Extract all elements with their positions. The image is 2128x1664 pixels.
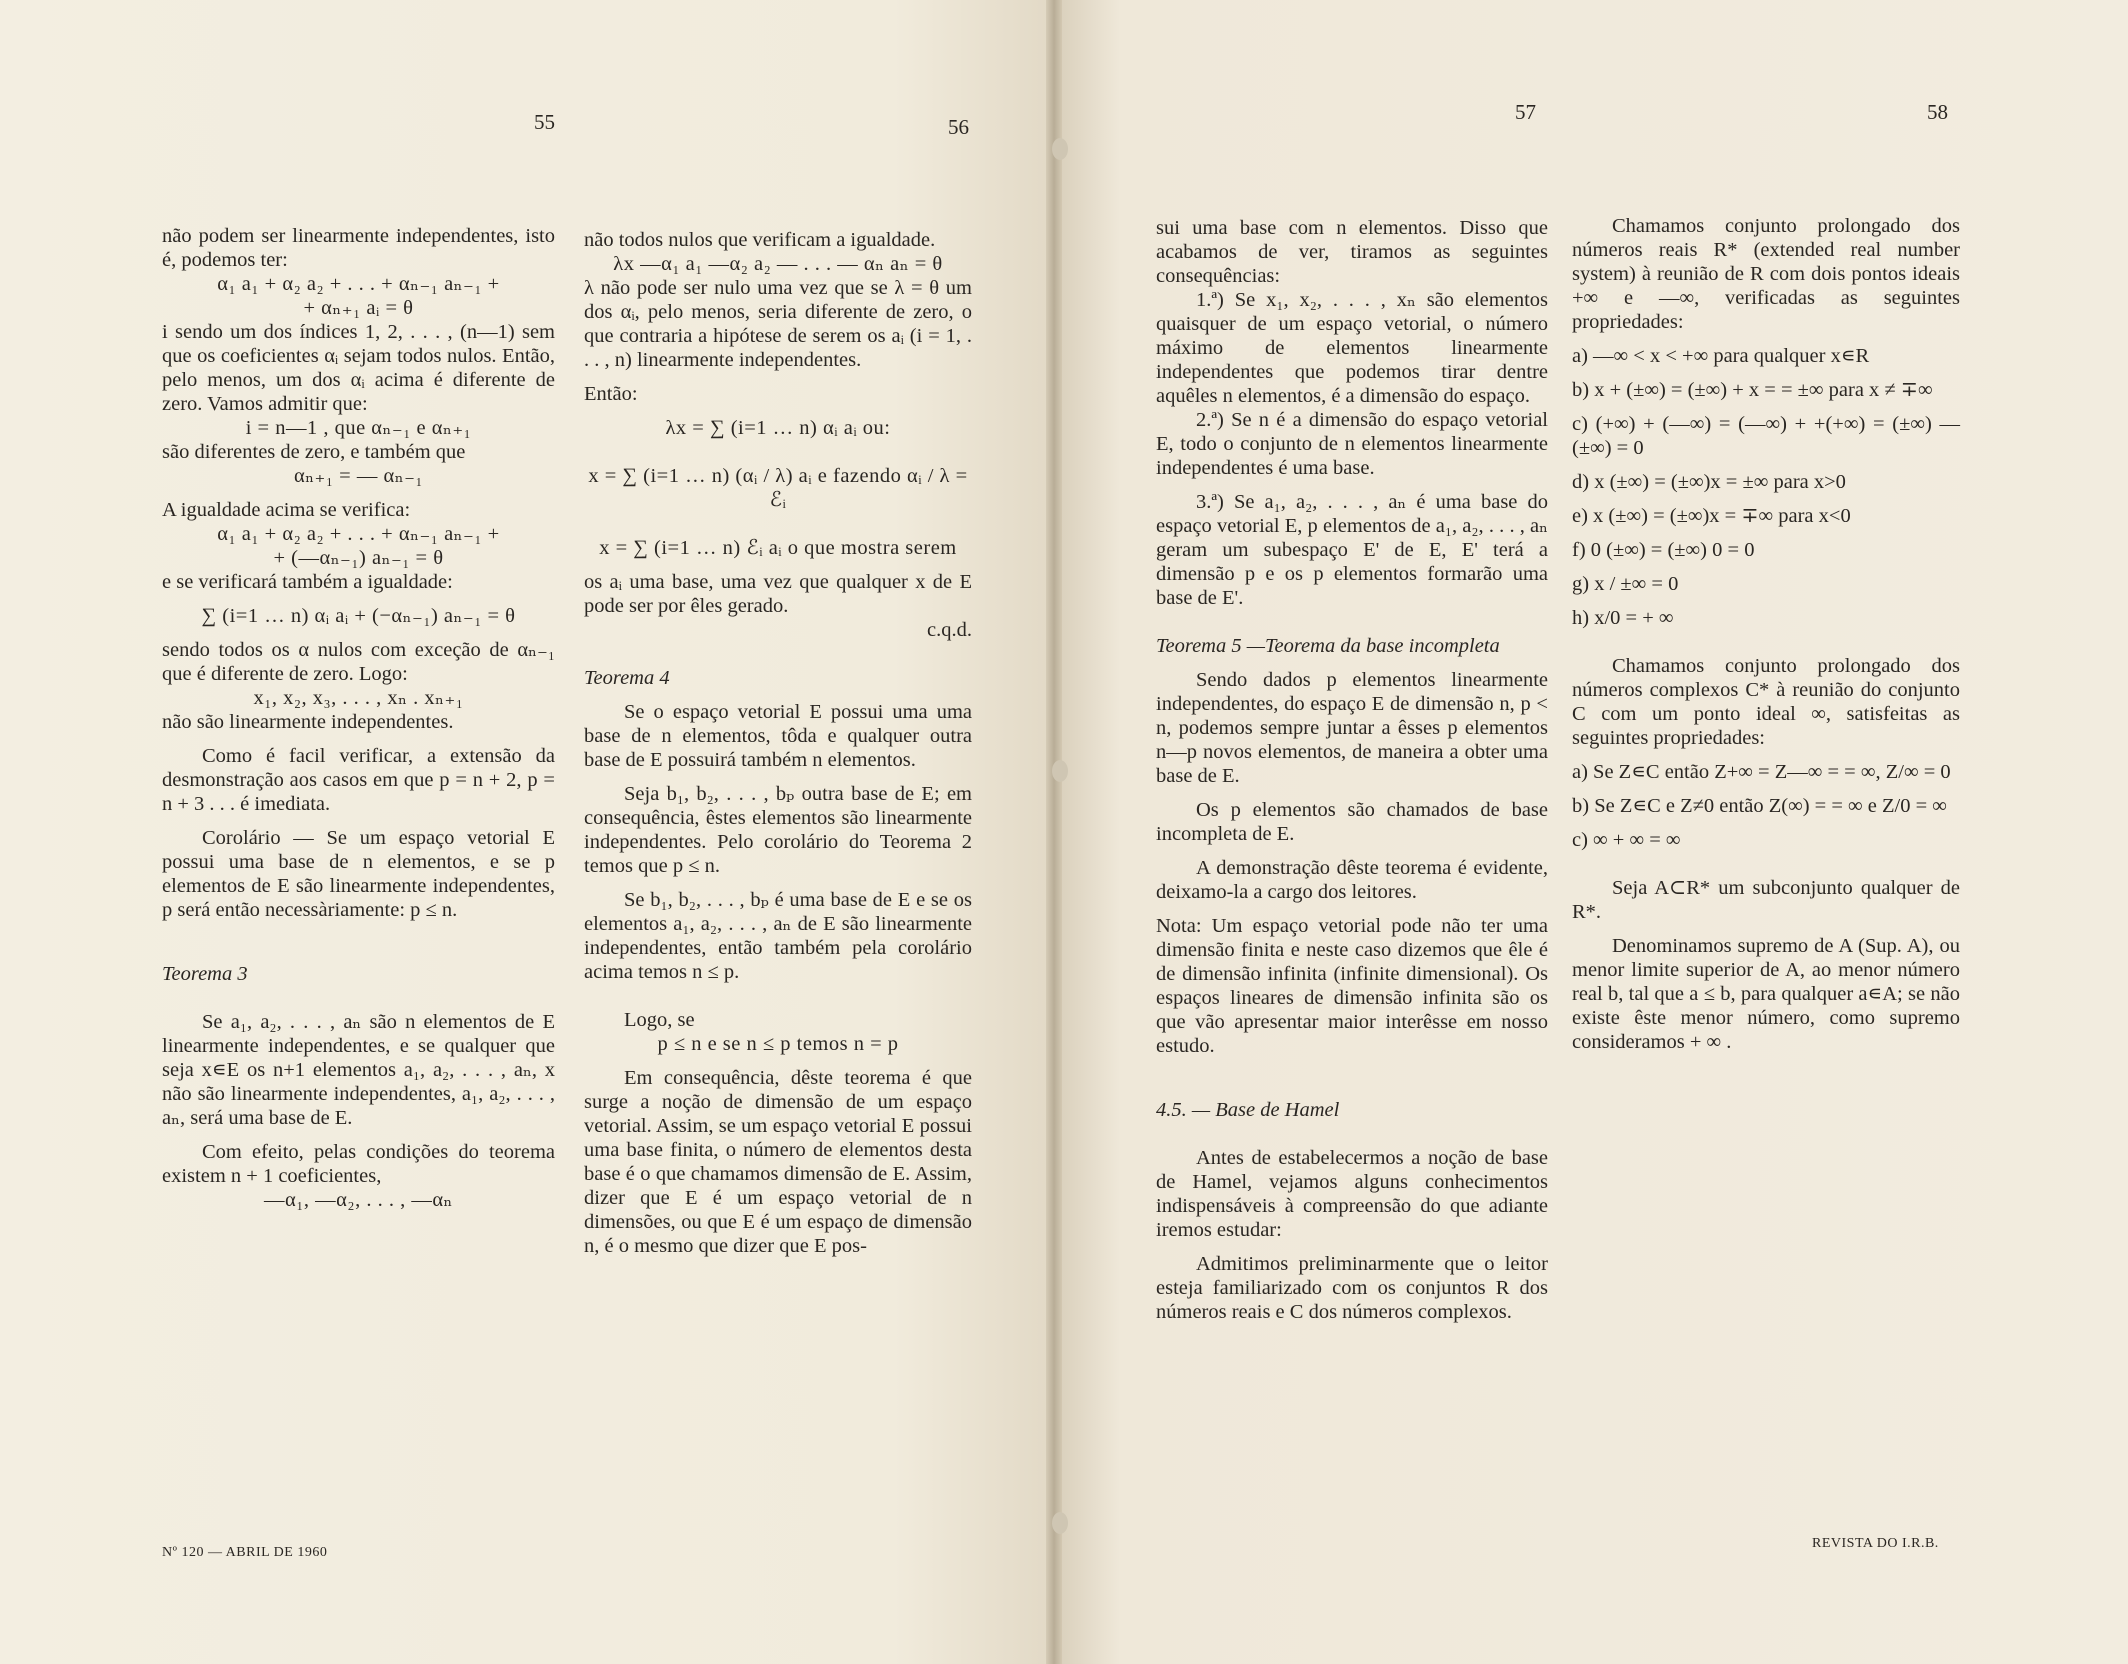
text-paragraph: não podem ser linearmente independentes, isto é, podemos ter: [162,225,555,271]
equation-line: ∑ (i=1 … n) αᵢ aᵢ + (−αₙ₋₁) aₙ₋₁ = θ [201,605,516,627]
spacer [162,1130,555,1140]
binding-hole [1052,1512,1068,1534]
spacer [1572,852,1960,876]
text-paragraph: Então: [584,383,638,405]
equation-line: i = n—1 , que αₙ₋₁ e αₙ₊₁ [245,417,472,439]
equation-line: α₁ a₁ + α₂ a₂ + . . . + αₙ₋₁ aₙ₋₁ + [217,273,500,295]
section-heading: Teorema 4 [584,667,670,689]
spacer [584,512,972,536]
spacer [1156,1242,1548,1252]
text-paragraph: a) —∞ < x < +∞ para qualquer x∊R [1572,345,1870,367]
spacer [584,372,972,382]
equation-line: λx = ∑ (i=1 … n) αᵢ aᵢ ou: [665,417,891,439]
text-paragraph: Com efeito, pelas condições do teorema existem n + 1 coeficientes, [162,1141,555,1187]
spacer [1572,630,1960,654]
text-paragraph: c.q.d. [927,619,972,641]
spacer [162,628,555,638]
binding-hole [1052,138,1068,160]
spacer [1572,818,1960,828]
spacer [1156,480,1548,490]
binding-hole [1052,760,1068,782]
spacer [1572,750,1960,760]
text-paragraph: Se o espaço vetorial E possui uma uma base de n elementos, tôda e qualquer outra base de E possuirá também n elementos. [584,701,972,771]
spacer [584,406,972,416]
text-paragraph: i sendo um dos índices 1, 2, . . . , (n—1) sem que os coeficientes αᵢ sejam todos nulos. Então, pelo menos, um dos αᵢ acima é diferente de zero. Vamos admitir que: [162,321,555,415]
spacer [584,772,972,782]
section-heading: Teorema 3 [162,963,248,985]
spacer [1572,596,1960,606]
text-paragraph: Seja A⊂R* um subconjunto qualquer de R*. [1572,877,1960,923]
spacer [1156,1122,1548,1146]
footer-issue: Nº 120 — ABRIL DE 1960 [162,1545,328,1560]
equation-line: α₁ a₁ + α₂ a₂ + . . . + αₙ₋₁ aₙ₋₁ + [217,523,500,545]
equation-line: + αₙ₊₁ aᵢ = θ [303,297,414,319]
spacer [1572,494,1960,504]
text-paragraph: Corolário — Se um espaço vetorial E possui uma base de n elementos, e se p elementos de E são linearmente independentes, p será então necessàriamente: p ≤ n. [162,827,555,921]
spacer [584,1056,972,1066]
text-paragraph: não são linearmente independentes. [162,711,454,733]
text-paragraph: g) x / ±∞ = 0 [1572,573,1679,595]
text-paragraph: 1.ª) Se x₁, x₂, . . . , xₙ são elementos quaisquer de um espaço vetorial, o número máximo de elementos linearmente independentes que podemos tirar dentre aquêles n elementos, é a dimensão do espaço. [1156,289,1548,407]
spacer [1156,788,1548,798]
text-paragraph: f) 0 (±∞) = (±∞) 0 = 0 [1572,539,1755,561]
text-paragraph: h) x/0 = + ∞ [1572,607,1674,629]
page-number-55: 55 [534,110,555,134]
spacer [162,488,555,498]
spacer [1156,1058,1548,1098]
spacer [1156,610,1548,634]
spacer [1156,658,1548,668]
column-page-58 [1572,214,1960,1054]
spacer [1572,334,1960,344]
text-paragraph: b) x + (±∞) = (±∞) + x = = ±∞ para x ≠ ∓∞ [1572,379,1933,401]
section-heading: 4.5. — Base de Hamel [1156,1099,1340,1121]
spacer [1572,528,1960,538]
text-paragraph: não todos nulos que verificam a igualdade. [584,229,936,251]
equation-line: λx —α₁ a₁ —α₂ a₂ — . . . — αₙ aₙ = θ [613,253,943,275]
text-paragraph: e se verificará também a igualdade: [162,571,453,593]
text-paragraph: Como é facil verificar, a extensão da desmonstração aos casos em que p = n + 2, p = n + 3 . . . é imediata. [162,745,555,815]
text-paragraph: d) x (±∞) = (±∞)x = ±∞ para x>0 [1572,471,1846,493]
spacer [584,642,972,666]
spacer [1572,402,1960,412]
spacer [584,560,972,570]
spacer [1572,784,1960,794]
text-paragraph: são diferentes de zero, e também que [162,441,466,463]
text-paragraph: Nota: Um espaço vetorial pode não ter uma dimensão finita e neste caso dizemos que êle é de dimensão infinita (infinite dimensional). Os espaços lineares de dimensão infinita são os que vão apresentar maior interêsse em nosso estudo. [1156,915,1548,1057]
text-paragraph: A demonstração dêste teorema é evidente, deixamo-la a cargo dos leitores. [1156,857,1548,903]
text-paragraph: Chamamos conjunto prolongado dos números complexos C* à reunião do conjunto C com um ponto ideal ∞, satisfeitas as seguintes propriedades: [1572,655,1960,749]
spacer [584,878,972,888]
spacer [162,594,555,604]
page-number-58: 58 [1927,100,1948,124]
text-paragraph: Denominamos supremo de A (Sup. A), ou menor limite superior de A, ao menor número real b, tal que a ≤ b, para qualquer a∊A; se não existe êste menor número, como supremo consideramos + ∞ . [1572,935,1960,1053]
text-paragraph: e) x (±∞) = (±∞)x = ∓∞ para x<0 [1572,505,1851,527]
equation-line: p ≤ n e se n ≤ p temos n = p [657,1033,899,1055]
text-paragraph: os aᵢ uma base, uma vez que qualquer x de E pode ser por êles gerado. [584,571,972,617]
text-paragraph: Chamamos conjunto prolongado dos números reais R* (extended real number system) à reunião de R com dois pontos ideais +∞ e —∞, verificadas as seguintes propriedades: [1572,215,1960,333]
page-number-57: 57 [1515,100,1536,124]
spacer [1572,460,1960,470]
text-paragraph: Seja b₁, b₂, . . . , bₚ outra base de E; em consequência, êstes elementos são linearmente independentes. Pelo corolário do Teorema 2 temos que p ≤ n. [584,783,972,877]
text-paragraph: Antes de estabelecermos a noção de base de Hamel, vejamos alguns conhecimentos indispensáveis à compreensão do que adiante iremos estudar: [1156,1147,1548,1241]
column-page-55 [162,224,555,1212]
equation-line: —α₁, —α₂, . . . , —αₙ [264,1189,453,1211]
text-paragraph: 2.ª) Se n é a dimensão do espaço vetorial E, todo o conjunto de n elementos linearmente independentes é uma base. [1156,409,1548,479]
spacer [1572,562,1960,572]
footer-journal: REVISTA DO I.R.B. [1812,1536,1939,1551]
page-number-56: 56 [948,115,969,139]
text-paragraph: Admitimos preliminarmente que o leitor esteja familiarizado com os conjuntos R dos números reais e C dos números complexos. [1156,1253,1548,1323]
text-paragraph: sendo todos os α nulos com exceção de αₙ₋₁ que é diferente de zero. Logo: [162,639,555,685]
text-paragraph: Se b₁, b₂, . . . , bₚ é uma base de E e se os elementos a₁, a₂, . . . , aₙ de E são linearmente independentes, então também pela corolário acima temos n ≤ p. [584,889,972,983]
text-paragraph: λ não pode ser nulo uma vez que se λ = θ um dos αᵢ, pelo menos, seria diferente de zero, o que contraria a hipótese de serem os aᵢ (i = 1, . . . , n) linearmente independentes. [584,277,972,371]
spacer [584,690,972,700]
text-paragraph: a) Se Z∊C então Z+∞ = Z—∞ = = ∞, Z/∞ = 0 [1572,761,1951,783]
spacer [1572,924,1960,934]
text-paragraph: Os p elementos são chamados de base incompleta de E. [1156,799,1548,845]
column-page-56 [584,228,972,1258]
spacer [584,440,972,464]
spacer [584,984,972,1008]
equation-line: + (—αₙ₋₁) aₙ₋₁ = θ [273,547,444,569]
spacer [1572,368,1960,378]
text-paragraph: Se a₁, a₂, . . . , aₙ são n elementos de E linearmente independentes, e se qualquer que seja x∊E os n+1 elementos a₁, a₂, . . . , aₙ, x não são linearmente independentes, a₁, a₂, . . . , aₙ, será uma base de E. [162,1011,555,1129]
equation-line: x = ∑ (i=1 … n) ℰᵢ aᵢ o que mostra serem [599,537,957,559]
text-paragraph: c) ∞ + ∞ = ∞ [1572,829,1681,851]
spacer [1156,846,1548,856]
text-paragraph: Sendo dados p elementos linearmente independentes, do espaço E de dimensão n, p < n, podemos sempre juntar a êsses p elementos n—p novos elementos, de maneira a obter uma base de E. [1156,669,1548,787]
spacer [162,816,555,826]
equation-line: αₙ₊₁ = — αₙ₋₁ [293,465,424,487]
text-paragraph: Em consequência, dêste teorema é que surge a noção de dimensão de um espaço vetorial. Assim, se um espaço vetorial E possui uma base finita, o número de elementos desta base é o que chamamos dimensão de E. Assim, dizer que E é um espaço vetorial de n dimensões, ou que E é um espaço de dimensão n, é o mesmo que dizer que E pos- [584,1067,972,1257]
spacer [162,734,555,744]
text-paragraph: sui uma base com n elementos. Disso que acabamos de ver, tiramos as seguintes consequências: [1156,217,1548,287]
text-paragraph: A igualdade acima se verifica: [162,499,411,521]
spacer [1156,904,1548,914]
text-paragraph: b) Se Z∊C e Z≠0 então Z(∞) = = ∞ e Z/0 = ∞ [1572,795,1947,817]
spacer [162,986,555,1010]
equation-line: x₁, x₂, x₃, . . . , xₙ . xₙ₊₁ [253,687,464,709]
text-paragraph: Logo, se [624,1009,695,1031]
book-gutter [1046,0,1062,1664]
text-paragraph: c) (+∞) + (—∞) = (—∞) + +(+∞) = (±∞) — (±∞) = 0 [1572,413,1960,459]
spacer [162,922,555,962]
equation-line: x = ∑ (i=1 … n) (αᵢ / λ) aᵢ e fazendo αᵢ / λ = ℰᵢ [588,465,968,511]
section-heading: Teorema 5 —Teorema da base incompleta [1156,635,1500,657]
column-page-57 [1156,216,1548,1324]
text-paragraph: 3.ª) Se a₁, a₂, . . . , aₙ é uma base do espaço vetorial E, p elementos de a₁, a₂, . . . , aₙ geram um subespaço E' de E, E' terá a dimensão p e os p elementos formarão uma base de E'. [1156,491,1548,609]
